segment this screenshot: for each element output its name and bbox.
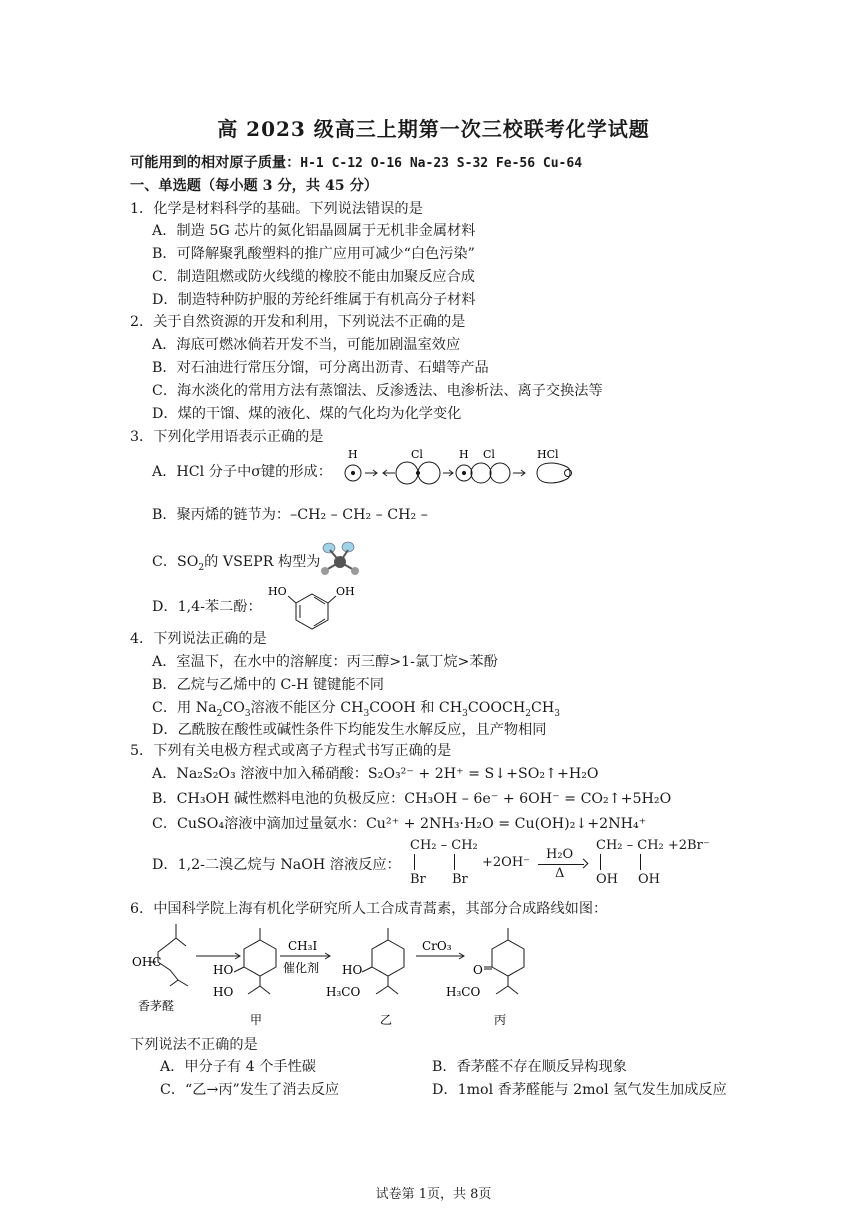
q6-question: 下列说法不正确的是 xyxy=(130,1037,258,1053)
q6-option-c: C．“乙→丙”发生了消去反应 xyxy=(160,1082,340,1098)
q4-option-d: D．乙酰胺在酸性或碱性条件下均能发生水解反应，且产物相同 xyxy=(152,722,547,738)
eq-cond-bot: Δ xyxy=(555,866,565,881)
q5-d-equation xyxy=(410,838,730,894)
q2-option-d: D．煤的干馏、煤的液化、煤的气化均为化学变化 xyxy=(152,406,462,422)
q5-stem: 5．下列有关电极方程式或离子方程式书写正确的是 xyxy=(130,743,452,759)
page-footer: 试卷第 1页，共 8页 xyxy=(375,1187,492,1202)
q4c-s5: 2 xyxy=(525,708,531,719)
label-hcl: HCl xyxy=(537,448,559,461)
q6-stem: 6．中国科学院上海有机化学研究所人工合成青蒿素，其部分合成路线如图： xyxy=(130,901,608,917)
q3-option-c xyxy=(152,552,320,572)
q1-stem: 1．化学是材料科学的基础。下列说法错误的是 xyxy=(130,201,423,217)
section-heading: 一、单选题（每小题 3 分，共 45 分） xyxy=(130,178,378,194)
q4c-s3: 3 xyxy=(363,708,370,719)
q2-option-c: C．海水淡化的常用方法有蒸馏法、反渗透法、电渗析法、离子交换法等 xyxy=(152,383,603,399)
q2-option-a: A．海底可燃冰倘若开发不当，可能加剧温室效应 xyxy=(152,337,461,353)
compound-jia-name: 甲 xyxy=(250,1013,263,1027)
q4c-3: 溶液不能区分 CH xyxy=(250,700,364,716)
q3-option-c-sub: 2 xyxy=(198,562,205,573)
q3-option-c-pre: C．SO xyxy=(152,554,199,570)
q5-option-d: D．1,2-二溴乙烷与 NaOH 溶液反应： xyxy=(152,857,401,873)
q6-option-b: B．香茅醛不存在顺反异构现象 xyxy=(432,1059,627,1075)
jia-ho2-label: HO xyxy=(213,985,234,999)
yi-ho-label: HO xyxy=(342,963,363,977)
reagent-cro3: CrO₃ xyxy=(422,939,452,953)
q3-stem: 3．下列化学用语表示正确的是 xyxy=(130,429,324,445)
eq-left-br2: Br xyxy=(452,872,468,887)
compound-yi-name: 乙 xyxy=(380,1013,393,1027)
ohc-label: OHC xyxy=(132,955,162,969)
q5-option-a: A．Na₂S₂O₃ 溶液中加入稀硝酸：S₂O₃²⁻ + 2H⁺ = S↓+SO₂↑+H₂O xyxy=(152,766,599,782)
polypropylene-formula: –CH₂ – CH₂ – CH₂ – xyxy=(290,507,428,523)
eq-right-top: CH₂ – CH₂ +2Br⁻ xyxy=(596,838,710,853)
q4c-1: C．用 Na xyxy=(152,700,217,716)
cl-orbital-left-lobe xyxy=(396,462,418,484)
eq-cond-top: H₂O xyxy=(546,847,574,862)
q4c-s6: 3 xyxy=(554,708,560,719)
eq-left-br1: Br xyxy=(410,872,426,887)
q4c-6: CH xyxy=(530,700,555,716)
oh-label: OH xyxy=(336,585,355,598)
q1-option-b: B．可降解聚乳酸塑料的推广应用可减少“白色污染” xyxy=(152,246,475,262)
jia-ho-label: HO xyxy=(213,963,234,977)
bing-h3co-label: H₃CO xyxy=(446,985,481,999)
atomic-mass-values: H-1 C-12 O-16 Na-23 S-32 Fe-56 Cu-64 xyxy=(300,156,583,171)
q4c-2: CO xyxy=(222,700,245,716)
q4-option-a: A．室温下，在水中的溶解度：丙三醇>1-氯丁烷>苯酚 xyxy=(152,654,498,670)
q4c-s1: 2 xyxy=(216,708,223,719)
q6-option-a: A．甲分子有 4 个手性碳 xyxy=(160,1059,316,1075)
hcl-orbital xyxy=(537,463,570,483)
eq-right-oh1: OH xyxy=(596,872,618,887)
q4-option-c xyxy=(152,698,560,718)
q1-option-d: D．制造特种防护服的芳纶纤维属于有机高分子材料 xyxy=(152,292,476,308)
q4c-s4: 3 xyxy=(462,708,468,719)
eq-right-oh2: OH xyxy=(638,872,660,887)
q4-option-b: B．乙烷与乙烯中的 C-H 键键能不同 xyxy=(152,677,384,693)
reagent-ch3i: CH₃I xyxy=(288,939,318,953)
atomic-mass-label: 可能用到的相对原子质量： xyxy=(130,155,301,171)
sigma-bond-diagram xyxy=(335,447,585,493)
label-cl1: Cl xyxy=(411,448,423,461)
q4c-5: COOCH xyxy=(467,700,526,716)
bing-o-label: O xyxy=(473,963,483,977)
q6-option-d: D．1mol 香茅醛能与 2mol 氢气发生加成反应 xyxy=(432,1082,727,1098)
benzenediol-structure xyxy=(262,580,362,630)
yi-h3co-label: H₃CO xyxy=(326,985,361,999)
q2-stem: 2．关于自然资源的开发和利用，下列说法不正确的是 xyxy=(130,314,466,330)
q3-option-a: A．HCl 分子中σ键的形成： xyxy=(152,464,332,480)
cl-orbital-right-lobe xyxy=(418,462,440,484)
atomic-mass-row xyxy=(130,153,582,174)
q4c-4: COOH 和 CH xyxy=(369,700,463,716)
q4c-s2: 3 xyxy=(244,708,251,719)
page-title: 高 2023 级高三上期第一次三校联考化学试题 xyxy=(217,117,650,141)
q3-option-c-post: 的 VSEPR 构型为 xyxy=(204,554,321,570)
q5-option-b: B．CH₃OH 碱性燃料电池的负极反应：CH₃OH – 6e⁻ + 6OH⁻ = CO₂↑+5H₂O xyxy=(152,791,672,807)
citronellal-name: 香茅醛 xyxy=(138,999,175,1013)
q3-option-b-text: B．聚丙烯的链节为： xyxy=(152,507,291,523)
compound-bing-name: 丙 xyxy=(494,1013,507,1027)
so2-vsepr-model xyxy=(318,540,362,580)
eq-left-top: CH₂ – CH₂ xyxy=(410,838,478,853)
q4-stem: 4．下列说法正确的是 xyxy=(130,631,267,647)
ho-label: HO xyxy=(268,585,287,598)
label-h1: H xyxy=(348,448,358,461)
q3-option-d: D．1,4-苯二酚： xyxy=(152,599,262,615)
label-h2: H xyxy=(459,448,469,461)
eq-plus: +2OH⁻ xyxy=(482,855,531,870)
q5-option-c: C．CuSO₄溶液中滴加过量氨水：Cu²⁺ + 2NH₃·H₂O = Cu(OH)₂↓+2NH₄⁺ xyxy=(152,816,647,832)
q2-option-b: B．对石油进行常压分馏，可分离出沥青、石蜡等产品 xyxy=(152,360,489,376)
q3-option-b xyxy=(152,505,428,525)
synthesis-route-diagram xyxy=(130,922,550,1030)
q1-option-a: A．制造 5G 芯片的氮化铝晶圆属于无机非金属材料 xyxy=(152,223,476,239)
catalyst-label: 催化剂 xyxy=(283,961,320,975)
label-cl2: Cl xyxy=(483,448,495,461)
q1-option-c: C．制造阻燃或防火线缆的橡胶不能由加聚反应合成 xyxy=(152,269,475,285)
